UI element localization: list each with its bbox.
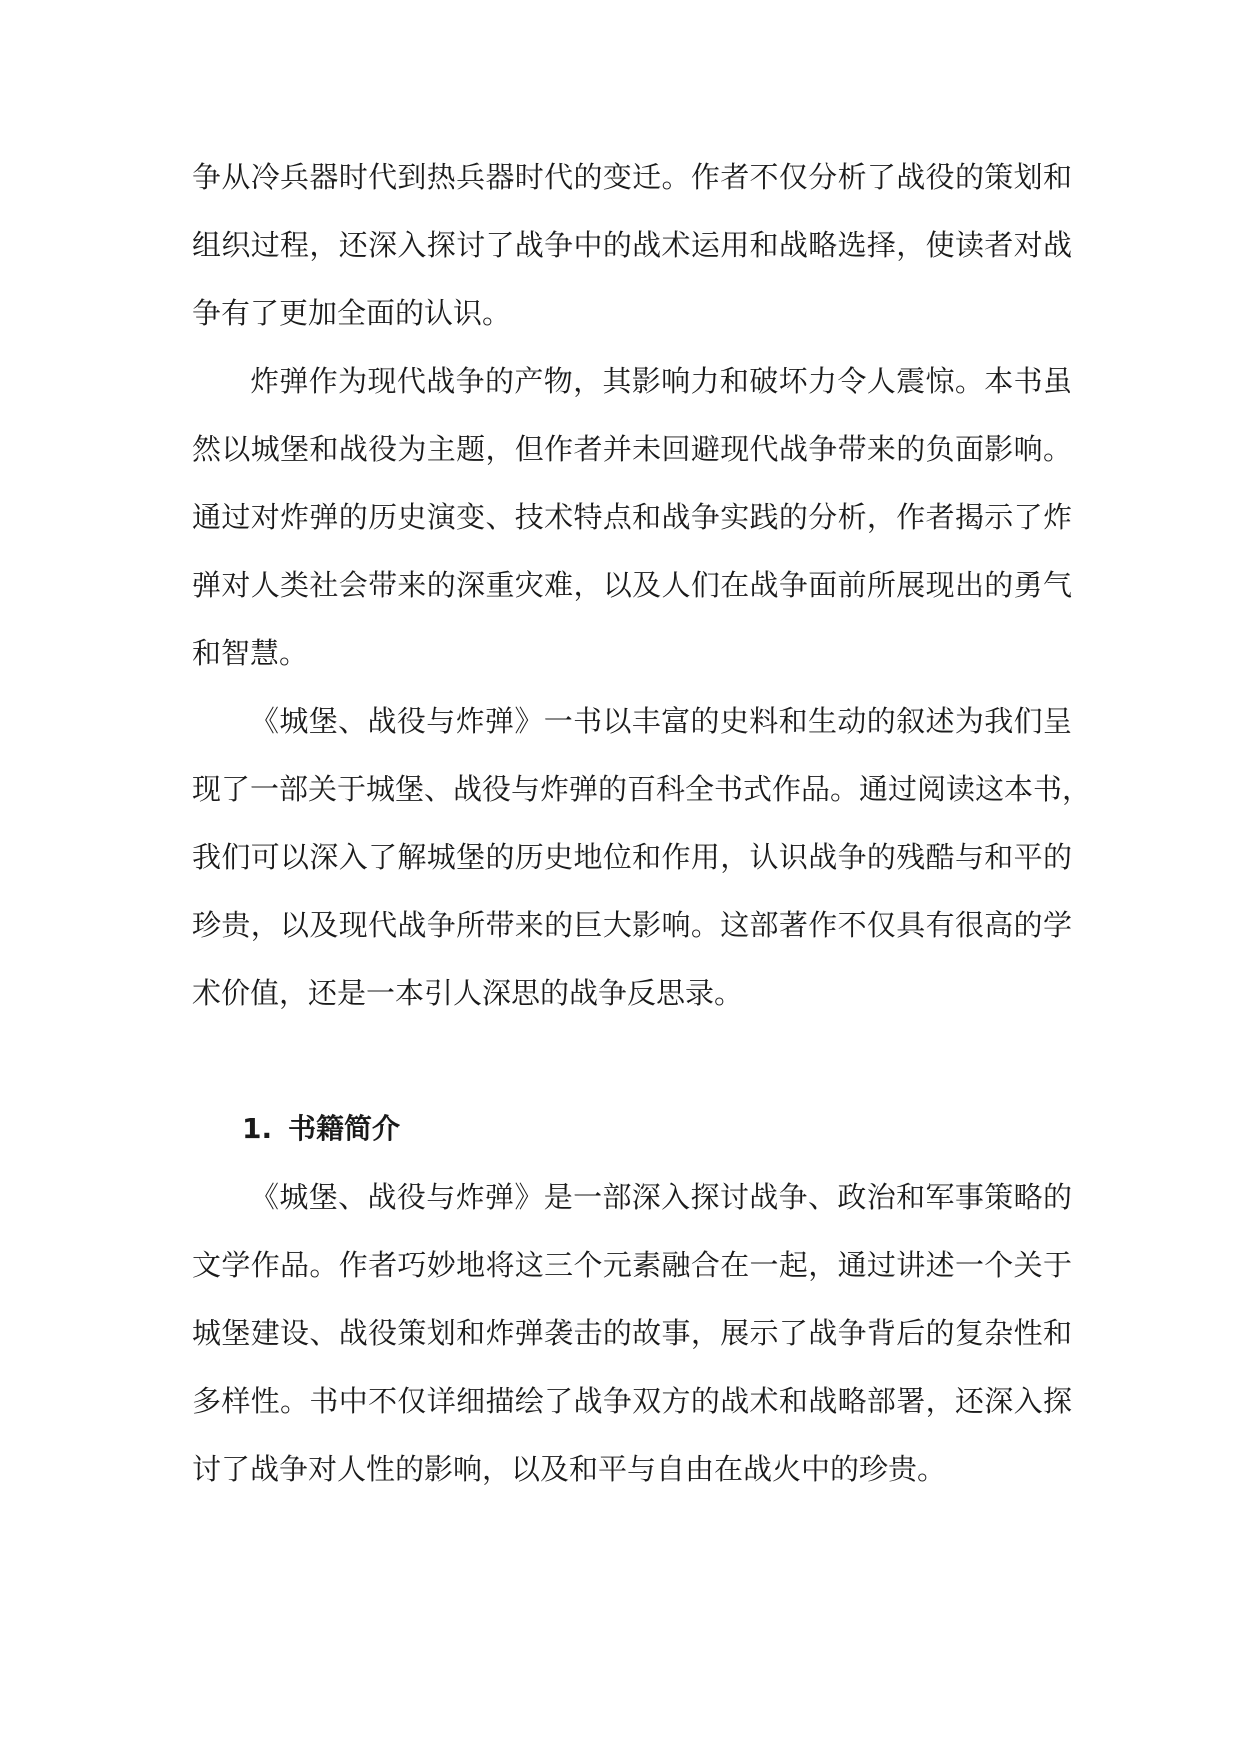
text-line: 通过对炸弹的历史演变、技术特点和战争实践的分析，作者揭示了炸	[192, 500, 1072, 534]
paragraph-book-introduction	[192, 1163, 1072, 1503]
text-line: 珍贵，以及现代战争所带来的巨大影响。这部著作不仅具有很高的学	[192, 908, 1072, 942]
text-line: 现了一部关于城堡、战役与炸弹的百科全书式作品。通过阅读这本书，	[192, 772, 1092, 806]
text-line: 《城堡、战役与炸弹》一书以丰富的史料和生动的叙述为我们呈	[250, 704, 1072, 738]
section-title: 书籍简介	[288, 1112, 401, 1145]
section-heading	[192, 1095, 1072, 1163]
text-line: 讨了战争对人性的影响，以及和平与自由在战火中的珍贵。	[192, 1452, 947, 1486]
text-line: 《城堡、战役与炸弹》是一部深入探讨战争、政治和军事策略的	[250, 1180, 1072, 1214]
text-line: 争从冷兵器时代到热兵器时代的变迁。作者不仅分析了战役的策划和	[192, 160, 1072, 194]
body-text	[192, 143, 1092, 1503]
text-line: 术价值，还是一本引人深思的战争反思录。	[192, 976, 744, 1010]
text-line: 我们可以深入了解城堡的历史地位和作用，认识战争的残酷与和平的	[192, 840, 1072, 874]
text-line: 炸弹作为现代战争的产物，其影响力和破坏力令人震惊。本书虽	[250, 364, 1072, 398]
text-line: 组织过程，还深入探讨了战争中的战术运用和战略选择，使读者对战	[192, 228, 1072, 262]
text-line: 然以城堡和战役为主题，但作者并未回避现代战争带来的负面影响。	[192, 432, 1072, 466]
text-line: 多样性。书中不仅详细描绘了战争双方的战术和战略部署，还深入探	[192, 1384, 1072, 1418]
section-number: 1.	[242, 1112, 273, 1145]
paragraph-continued-war-evolution	[192, 143, 1072, 347]
paragraph-bombs	[192, 347, 1072, 687]
paragraph-book-summary	[192, 687, 1092, 1027]
text-line: 争有了更加全面的认识。	[192, 296, 512, 330]
text-line: 弹对人类社会带来的深重灾难，以及人们在战争面前所展现出的勇气	[192, 568, 1072, 602]
text-line: 和智慧。	[192, 636, 309, 670]
text-line: 城堡建设、战役策划和炸弹袭击的故事，展示了战争背后的复杂性和	[192, 1316, 1072, 1350]
text-line: 文学作品。作者巧妙地将这三个元素融合在一起，通过讲述一个关于	[192, 1248, 1072, 1282]
